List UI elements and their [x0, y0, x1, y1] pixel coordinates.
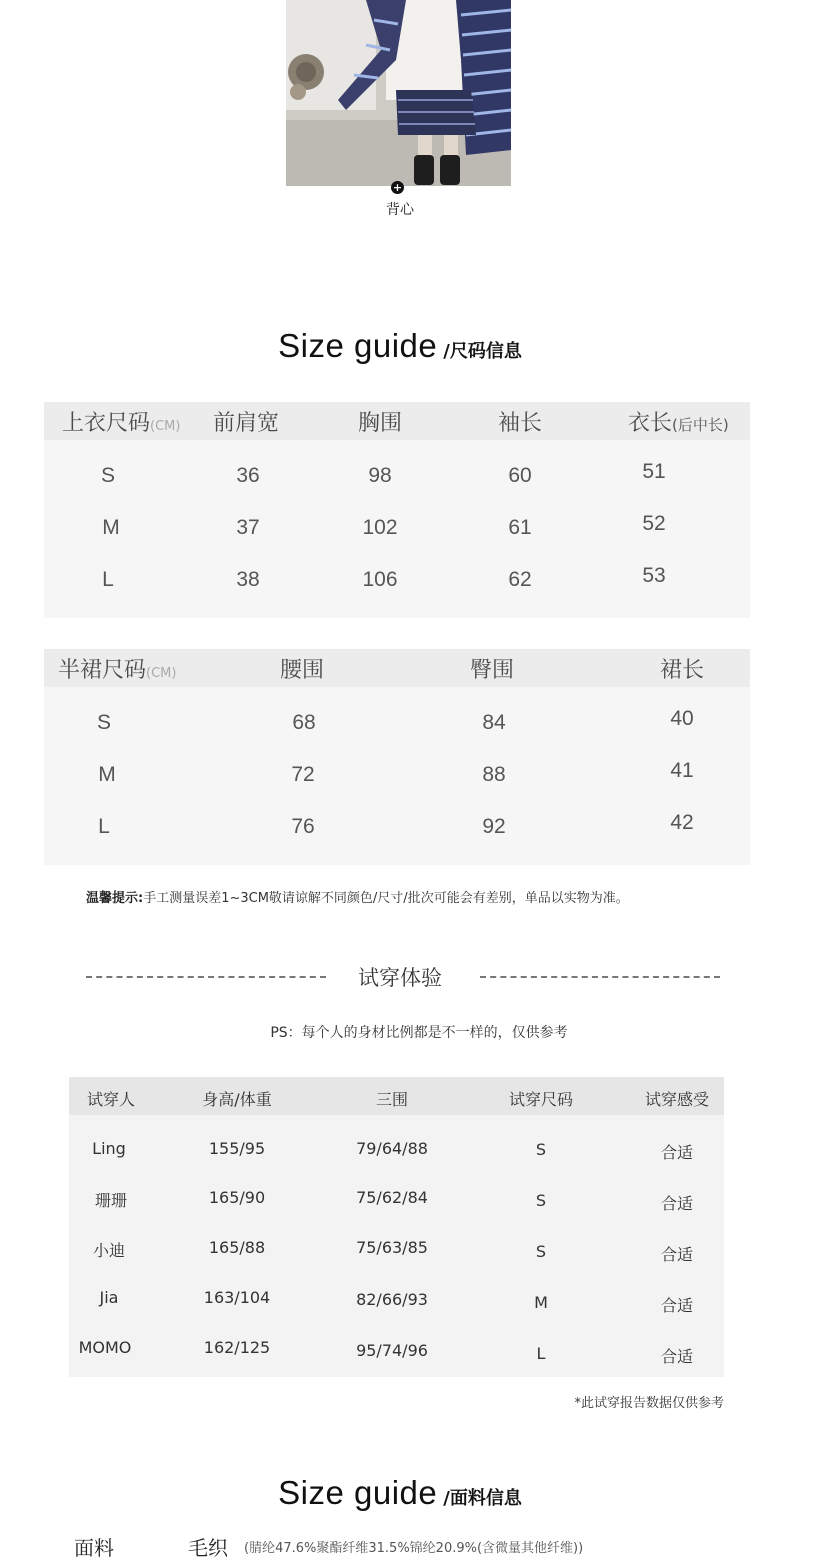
header-skirt-size: 半裙尺码(CM) — [58, 658, 177, 683]
product-photo — [286, 0, 511, 186]
shoulder-cell: 38 — [236, 568, 260, 591]
length-cell: 51 — [642, 460, 666, 483]
header-top-size: 上衣尺码(CM) — [62, 411, 181, 436]
unit-label: (CM) — [146, 666, 177, 681]
tryon-title: 试穿体验 — [358, 966, 442, 990]
size-guide-heading — [0, 327, 800, 365]
header-feeling: 试穿感受 — [644, 1090, 709, 1109]
waist-cell: 76 — [291, 815, 315, 838]
tester-cell: Ling — [92, 1139, 126, 1158]
measurements-cell: 79/64/88 — [356, 1139, 428, 1158]
tip-label: 温馨提示: — [86, 891, 144, 906]
chest-cell: 106 — [362, 568, 398, 591]
tried-size-cell: S — [535, 1140, 547, 1159]
header-height-weight: 身高/体重 — [202, 1090, 272, 1109]
feeling-cell: 合适 — [660, 1296, 693, 1315]
fabric-guide-title: Size guide — [278, 1474, 438, 1511]
header-tester: 试穿人 — [86, 1090, 135, 1109]
divider-left — [86, 976, 326, 978]
tester-cell: MOMO — [78, 1338, 132, 1357]
size-cell: L — [102, 568, 114, 591]
height-weight-cell: 165/90 — [208, 1188, 266, 1207]
size-guide-subtitle: /尺码信息 — [443, 341, 522, 362]
fabric-label: 面料 — [74, 1536, 114, 1560]
skirt-length-cell: 42 — [670, 811, 694, 834]
tip-text: 手工测量误差1~3CM敬请谅解不同颜色/尺寸/批次可能会有差别，单品以实物为准。 — [143, 891, 629, 906]
measurements-cell: 82/66/93 — [356, 1290, 428, 1309]
measurement-tip — [86, 887, 629, 906]
height-weight-cell: 163/104 — [203, 1288, 271, 1307]
sleeve-cell: 60 — [508, 464, 532, 487]
skirt-size-table — [44, 649, 750, 865]
tryon-table-header — [69, 1077, 724, 1115]
tester-cell: 小迪 — [92, 1241, 125, 1260]
feeling-cell: 合适 — [660, 1143, 693, 1162]
tried-size-cell: M — [534, 1293, 548, 1312]
waist-cell: 72 — [291, 763, 315, 786]
feeling-cell: 合适 — [660, 1194, 693, 1213]
header-chest: 胸围 — [357, 411, 402, 436]
tryon-ps-note: PS：每个人的身材比例都是不一样的，仅供参考 — [270, 1025, 568, 1041]
chest-cell: 98 — [368, 464, 392, 487]
skirt-length-cell: 41 — [670, 759, 694, 782]
size-cell: M — [102, 516, 120, 539]
tried-size-cell: S — [535, 1191, 547, 1210]
height-weight-cell: 162/125 — [203, 1338, 271, 1357]
chest-cell: 102 — [362, 516, 398, 539]
header-sleeve: 袖长 — [497, 411, 542, 436]
sleeve-cell: 61 — [508, 516, 532, 539]
tryon-table — [69, 1077, 724, 1377]
header-skirt-length: 裙长 — [659, 658, 704, 683]
plus-circle-icon[interactable]: + — [392, 181, 403, 194]
header-waist: 腰围 — [279, 658, 324, 683]
model-photo-illustration — [286, 0, 511, 186]
fabric-detail: (腈纶47.6%聚酯纤维31.5%锦纶20.9%(含微量其他纤维)) — [244, 1541, 584, 1556]
header-tried-size: 试穿尺码 — [508, 1090, 573, 1109]
size-cell: S — [100, 464, 115, 487]
size-cell: S — [96, 711, 111, 734]
fabric-row — [0, 1532, 800, 1560]
measurements-cell: 75/62/84 — [356, 1188, 428, 1207]
header-length: 衣长(后中长) — [628, 411, 729, 436]
length-cell: 53 — [642, 564, 666, 587]
top-size-table — [44, 402, 750, 618]
skirt-length-cell: 40 — [670, 707, 694, 730]
hip-cell: 92 — [482, 815, 506, 838]
header-shoulder: 前肩宽 — [212, 411, 279, 436]
height-weight-cell: 165/88 — [208, 1238, 266, 1257]
header-hip: 臀围 — [469, 658, 514, 683]
top-size-table-header — [44, 402, 750, 440]
size-cell: M — [98, 763, 116, 786]
hip-cell: 88 — [482, 763, 506, 786]
feeling-cell: 合适 — [660, 1245, 693, 1264]
fabric-value: 毛织 — [188, 1536, 228, 1560]
fabric-guide-heading — [0, 1474, 800, 1512]
size-guide-title: Size guide — [278, 327, 438, 364]
height-weight-cell: 155/95 — [208, 1139, 266, 1158]
tried-size-cell: S — [535, 1242, 547, 1261]
header-length-sub: (后中长) — [672, 416, 729, 434]
waist-cell: 68 — [292, 711, 316, 734]
measurements-cell: 75/63/85 — [356, 1238, 428, 1257]
shoulder-cell: 37 — [236, 516, 260, 539]
unit-label: (CM) — [150, 419, 181, 434]
tryon-footnote: *此试穿报告数据仅供参考 — [574, 1396, 724, 1411]
tester-cell: Jia — [99, 1288, 119, 1307]
shoulder-cell: 36 — [236, 464, 260, 487]
header-measurements: 三围 — [375, 1090, 408, 1109]
measurements-cell: 95/74/96 — [356, 1341, 428, 1360]
length-cell: 52 — [642, 512, 666, 535]
tester-cell: 珊珊 — [94, 1191, 127, 1210]
hip-cell: 84 — [482, 711, 506, 734]
fabric-guide-subtitle: /面料信息 — [443, 1488, 522, 1509]
skirt-size-table-header — [44, 649, 750, 687]
divider-right — [480, 976, 720, 978]
sleeve-cell: 62 — [508, 568, 532, 591]
photo-caption: 背心 — [386, 202, 414, 218]
size-cell: L — [98, 815, 110, 838]
tried-size-cell: L — [536, 1344, 546, 1363]
feeling-cell: 合适 — [660, 1347, 693, 1366]
